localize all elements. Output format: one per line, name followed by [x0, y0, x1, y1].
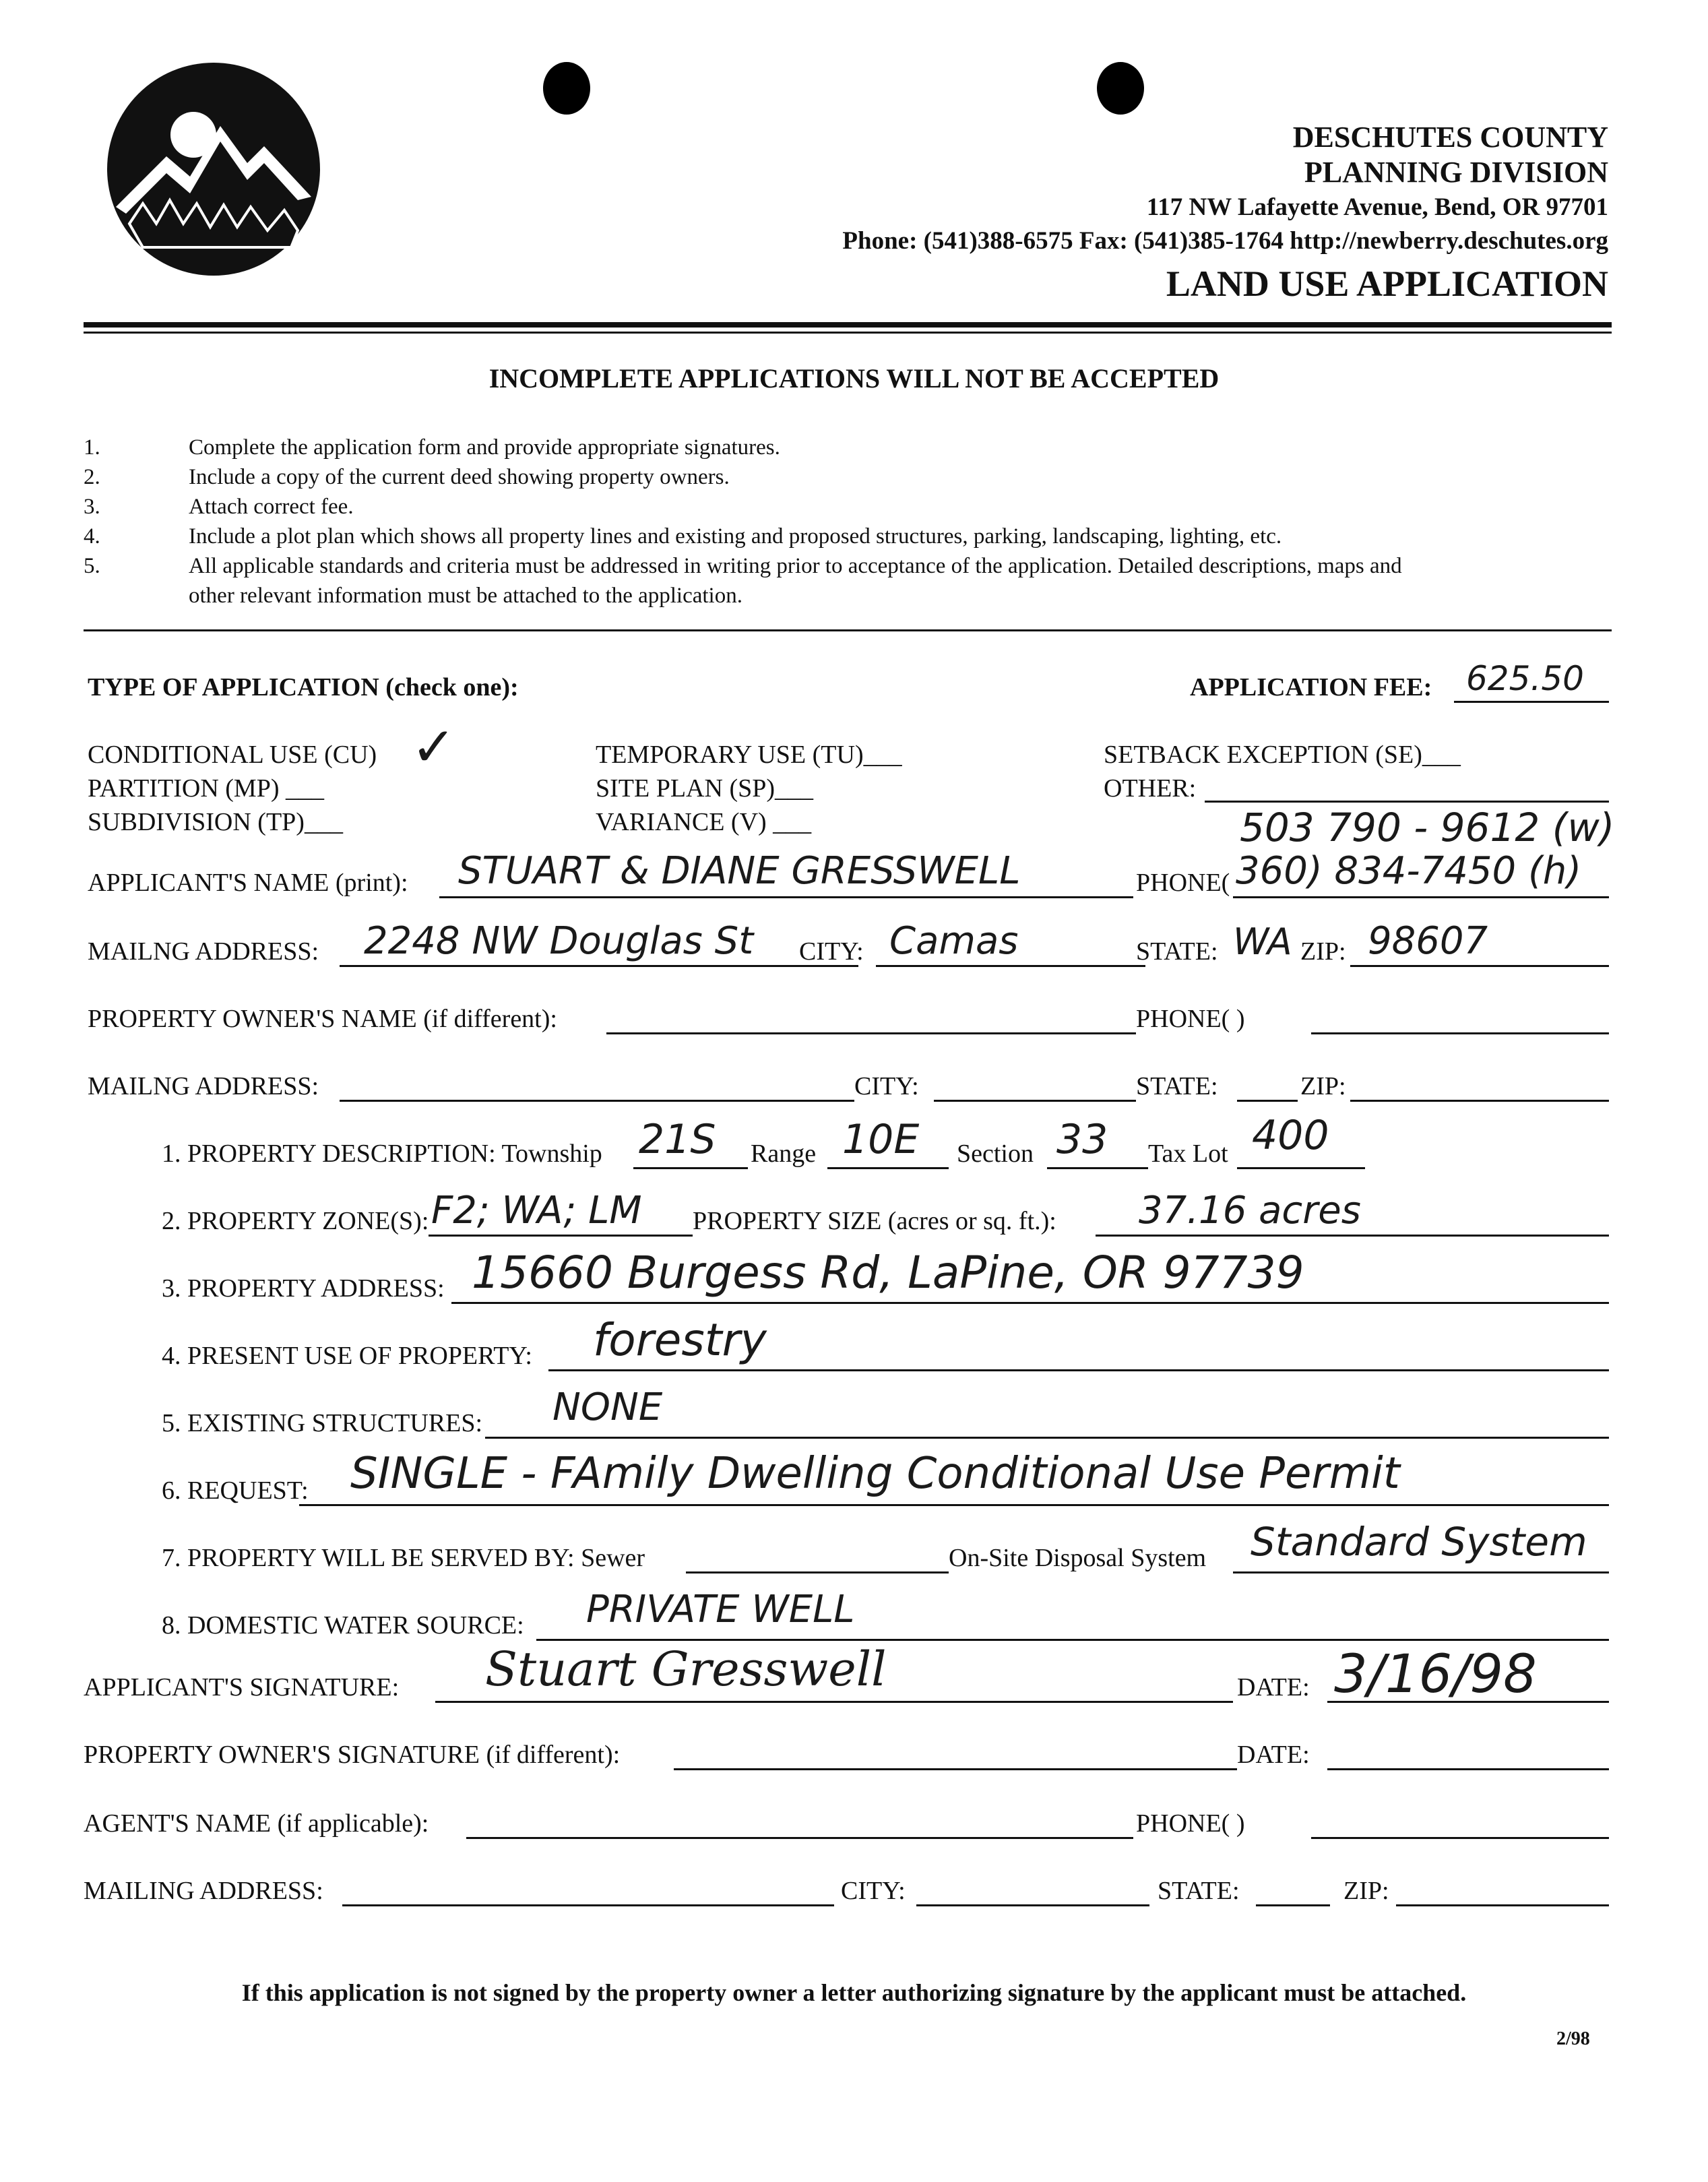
owner-signature-line	[674, 1768, 1237, 1770]
fee-value[interactable]: 625.50	[1466, 659, 1584, 698]
size-line	[1096, 1235, 1609, 1237]
type-mp[interactable]: PARTITION (MP) ___	[88, 774, 324, 803]
address-line	[451, 1302, 1609, 1304]
township-line	[633, 1167, 748, 1169]
applicant-phone-home[interactable]: 360) 834-7450 (h)	[1236, 849, 1582, 893]
taxlot-value[interactable]: 400	[1252, 1112, 1329, 1159]
type-tp[interactable]: SUBDIVISION (TP)___	[88, 808, 343, 836]
agent-city-label: CITY:	[841, 1877, 906, 1905]
address-value[interactable]: 15660 Burgess Rd, LaPine, OR 97739	[472, 1247, 1304, 1299]
applicant-phone-work[interactable]: 503 790 - 9612 (w)	[1240, 805, 1615, 850]
structures-label: 5. EXISTING STRUCTURES:	[162, 1409, 483, 1437]
type-se[interactable]: SETBACK EXCEPTION (SE)___	[1104, 741, 1461, 769]
taxlot-label: Tax Lot	[1148, 1140, 1228, 1168]
applicant-city[interactable]: Camas	[889, 919, 1019, 963]
agent-zip-line	[1396, 1904, 1609, 1906]
served-label: 7. PROPERTY WILL BE SERVED BY: Sewer	[162, 1544, 645, 1572]
zone-line	[429, 1235, 693, 1237]
instruction-num-4: 4.	[84, 524, 100, 549]
onsite-label: On-Site Disposal System	[949, 1544, 1207, 1572]
applicant-name-label: APPLICANT'S NAME (print):	[88, 869, 408, 897]
owner-name-label: PROPERTY OWNER'S NAME (if different):	[88, 1005, 557, 1033]
agent-phone-label: PHONE( )	[1136, 1809, 1245, 1838]
request-value[interactable]: SINGLE - FAmily Dwelling Conditional Use Permit	[350, 1449, 1400, 1499]
applicant-name[interactable]: STUART & DIANE GRESSWELL	[458, 849, 1021, 893]
zip-label: ZIP:	[1300, 937, 1346, 966]
request-label: 6. REQUEST:	[162, 1476, 309, 1505]
punch-hole-right	[1097, 62, 1144, 115]
sewer-line	[686, 1571, 949, 1573]
owner-mail-line	[340, 1100, 854, 1102]
owner-mail-label: MAILNG ADDRESS:	[88, 1072, 319, 1100]
use-label: 4. PRESENT USE OF PROPERTY:	[162, 1342, 532, 1370]
range-line	[827, 1167, 949, 1169]
agent-mail-label: MAILING ADDRESS:	[84, 1877, 323, 1905]
agent-zip-label: ZIP:	[1343, 1877, 1389, 1905]
structures-line	[485, 1437, 1609, 1439]
instruction-num-2: 2.	[84, 465, 100, 489]
owner-city-label: CITY:	[854, 1072, 919, 1100]
applicant-phone-label: PHONE(	[1136, 869, 1230, 897]
water-label: 8. DOMESTIC WATER SOURCE:	[162, 1611, 524, 1640]
agent-city-line	[916, 1904, 1149, 1906]
instruction-text-4: Include a plot plan which shows all property lines and existing and proposed structures, parking, landscaping, lighting, etc.	[189, 524, 1282, 549]
property-desc-label: 1. PROPERTY DESCRIPTION: Township	[162, 1140, 602, 1168]
zip-line	[1350, 965, 1609, 967]
mail-line	[340, 965, 858, 967]
county-logo	[102, 62, 325, 276]
applicant-name-line	[439, 896, 1133, 898]
owner-phone-line	[1311, 1032, 1609, 1034]
request-line	[299, 1504, 1609, 1506]
agent-name-line	[466, 1837, 1133, 1839]
state-label: STATE:	[1136, 937, 1218, 966]
form-title: LAND USE APPLICATION	[1166, 263, 1608, 304]
agent-state-line	[1256, 1904, 1330, 1906]
header-rule	[84, 322, 1612, 328]
owner-phone-label: PHONE( )	[1136, 1005, 1245, 1033]
instruction-num-1: 1.	[84, 435, 100, 460]
section-value[interactable]: 33	[1056, 1116, 1108, 1163]
onsite-line	[1233, 1571, 1609, 1573]
owner-name-line	[606, 1032, 1136, 1034]
punch-hole-left	[543, 62, 590, 115]
water-line	[536, 1639, 1609, 1641]
range-label: Range	[751, 1140, 817, 1168]
township-value[interactable]: 21S	[639, 1116, 716, 1163]
section-line	[1047, 1167, 1148, 1169]
owner-date-label: DATE:	[1237, 1741, 1310, 1769]
applicant-signature[interactable]: Stuart Gresswell	[485, 1642, 887, 1697]
owner-zip-label: ZIP:	[1300, 1072, 1346, 1100]
size-value[interactable]: 37.16 acres	[1139, 1189, 1361, 1233]
instruction-text-3: Attach correct fee.	[189, 495, 354, 519]
type-tu[interactable]: TEMPORARY USE (TU)___	[596, 741, 902, 769]
fee-label: APPLICATION FEE:	[1190, 673, 1432, 702]
water-value[interactable]: PRIVATE WELL	[586, 1588, 855, 1631]
onsite-value[interactable]: Standard System	[1251, 1519, 1587, 1565]
instructions-rule	[84, 629, 1612, 631]
city-label: CITY:	[799, 937, 864, 966]
instruction-num-5: 5.	[84, 554, 100, 578]
structures-value[interactable]: NONE	[552, 1385, 663, 1429]
mail-label: MAILNG ADDRESS:	[88, 937, 319, 966]
owner-signature-label: PROPERTY OWNER'S SIGNATURE (if different):	[84, 1741, 621, 1769]
header-rule-thin	[84, 332, 1612, 334]
owner-zip-line	[1350, 1100, 1609, 1102]
address-label: 3. PROPERTY ADDRESS:	[162, 1274, 445, 1303]
size-label: PROPERTY SIZE (acres or sq. ft.):	[693, 1207, 1056, 1235]
agent-phone-line	[1311, 1837, 1609, 1839]
applicant-signature-label: APPLICANT'S SIGNATURE:	[84, 1673, 400, 1702]
notice-heading: INCOMPLETE APPLICATIONS WILL NOT BE ACCEPTED	[488, 363, 1220, 394]
instruction-text-2: Include a copy of the current deed showing property owners.	[189, 465, 730, 489]
footer-notice: If this application is not signed by the property owner a letter authorizing signature by the applicant must be attached.	[241, 1979, 1467, 2006]
instruction-text-5: All applicable standards and criteria must be addressed in writing prior to acceptance of the application. Detailed descriptions, maps and	[189, 554, 1402, 578]
type-cu[interactable]: CONDITIONAL USE (CU)	[88, 741, 377, 769]
type-sp[interactable]: SITE PLAN (SP)___	[596, 774, 814, 803]
use-line	[548, 1369, 1609, 1371]
range-value[interactable]: 10E	[842, 1116, 920, 1163]
applicant-mail[interactable]: 2248 NW Douglas St	[364, 919, 754, 963]
zone-label: 2. PROPERTY ZONE(S):	[162, 1207, 429, 1235]
applicant-signature-line	[435, 1701, 1233, 1703]
instruction-text-5b: other relevant information must be attached to the application.	[189, 584, 742, 608]
applicant-zip[interactable]: 98607	[1368, 919, 1488, 963]
type-other[interactable]: OTHER:	[1104, 774, 1197, 803]
applicant-state[interactable]: WA	[1233, 921, 1292, 963]
zone-value[interactable]: F2; WA; LM	[431, 1189, 642, 1233]
owner-state-line	[1237, 1100, 1298, 1102]
other-line	[1205, 801, 1609, 803]
applicant-phone-line	[1233, 896, 1609, 898]
section-label: Section	[957, 1140, 1034, 1168]
org-contact: Phone: (541)388-6575 Fax: (541)385-1764 http://newberry.deschutes.org	[842, 227, 1608, 255]
cu-checkmark[interactable]: ✓	[411, 716, 457, 778]
fee-line	[1454, 701, 1609, 703]
instruction-text-1: Complete the application form and provide appropriate signatures.	[189, 435, 780, 460]
owner-date-line	[1327, 1768, 1609, 1770]
use-value[interactable]: forestry	[593, 1314, 767, 1366]
date-value[interactable]: 3/16/98	[1334, 1644, 1537, 1705]
owner-city-line	[934, 1100, 1136, 1102]
agent-mail-line	[342, 1904, 834, 1906]
org-name-2: PLANNING DIVISION	[1304, 156, 1608, 189]
instruction-num-3: 3.	[84, 495, 100, 519]
taxlot-line	[1237, 1167, 1365, 1169]
city-line	[876, 965, 1145, 967]
agent-state-label: STATE:	[1158, 1877, 1240, 1905]
form-code: 2/98	[1556, 2028, 1590, 2049]
type-heading: TYPE OF APPLICATION (check one):	[88, 673, 519, 702]
date-label: DATE:	[1237, 1673, 1310, 1702]
type-v[interactable]: VARIANCE (V) ___	[596, 808, 812, 836]
agent-name-label: AGENT'S NAME (if applicable):	[84, 1809, 429, 1838]
org-name-1: DESCHUTES COUNTY	[1292, 121, 1608, 154]
owner-state-label: STATE:	[1136, 1072, 1218, 1100]
org-address: 117 NW Lafayette Avenue, Bend, OR 97701	[1146, 193, 1608, 221]
